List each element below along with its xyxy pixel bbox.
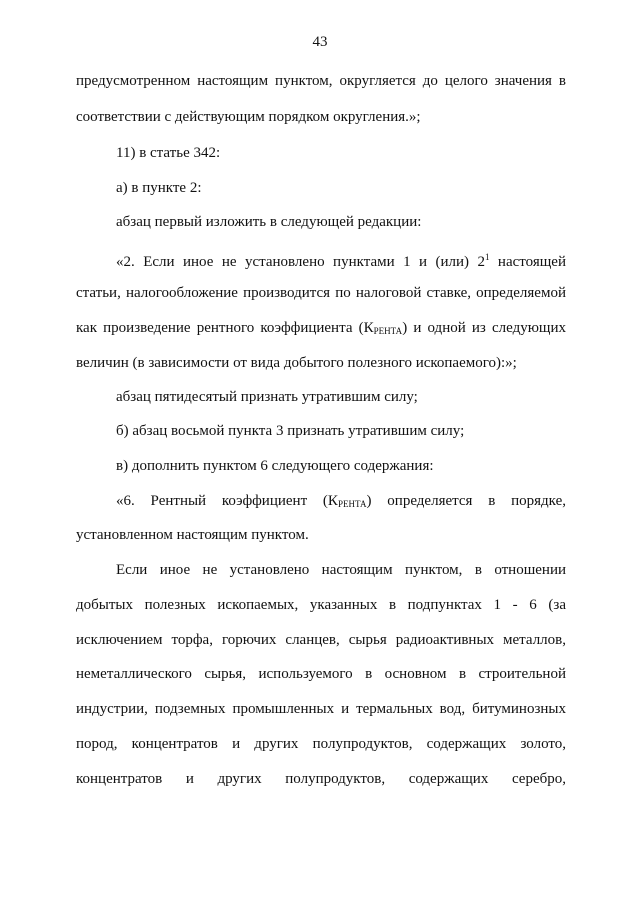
text-line-20: пород, концентратов и других полупродуктов, содержащих золото, bbox=[76, 736, 566, 752]
text-line-17: исключением торфа, горючих сланцев, сырья радиоактивных металлов, bbox=[76, 632, 566, 648]
text-line-7: статьи, налогообложение производится по налоговой ставке, определяемой bbox=[76, 285, 566, 301]
text-line-19: индустрии, подземных промышленных и термальных вод, битуминозных bbox=[76, 701, 566, 717]
subscript-renta: РЕНТА bbox=[337, 499, 367, 509]
text-line-2: соответствии с действующим порядком округления.»; bbox=[76, 109, 421, 125]
superscript-one: 1 bbox=[484, 252, 490, 262]
text-line-3: 11) в статье 342: bbox=[116, 145, 221, 161]
subscript-renta: РЕНТА bbox=[373, 326, 403, 336]
text-line-18: неметаллического сырья, используемого в основном в строительной bbox=[76, 666, 566, 682]
text-line-8-part-b: ) и одной из следующих bbox=[402, 320, 566, 336]
text-line-13 bbox=[116, 492, 566, 513]
text-line-11: б) абзац восьмой пункта 3 признать утратившим силу; bbox=[116, 423, 465, 439]
text-line-5: абзац первый изложить в следующей редакции: bbox=[116, 214, 422, 230]
text-line-12: в) дополнить пунктом 6 следующего содержания: bbox=[116, 458, 434, 474]
text-line-13-part-a: «6. Рентный коэффициент (К bbox=[116, 493, 338, 509]
text-line-15: Если иное не установлено настоящим пунктом, в отношении bbox=[116, 562, 566, 578]
text-line-10: абзац пятидесятый признать утратившим силу; bbox=[116, 389, 418, 405]
text-line-4: а) в пункте 2: bbox=[116, 180, 202, 196]
text-line-8 bbox=[76, 319, 566, 340]
page-number: 43 bbox=[312, 34, 328, 50]
text-line-14: установленном настоящим пунктом. bbox=[76, 527, 309, 543]
text-line-9: величин (в зависимости от вида добытого полезного ископаемого):»; bbox=[76, 355, 517, 371]
text-line-6-part-a: «2. Если иное не установлено пунктами 1 и (или) 2 bbox=[116, 254, 485, 270]
text-line-8-part-a: как произведение рентного коэффициента (К bbox=[76, 320, 374, 336]
text-line-1: предусмотренном настоящим пунктом, округляется до целого значения в bbox=[76, 73, 566, 89]
text-line-13-part-b: ) определяется в порядке, bbox=[366, 493, 567, 509]
text-line-6-part-b: настоящей bbox=[489, 254, 566, 270]
text-line-16: добытых полезных ископаемых, указанных в подпунктах 1 - 6 (за bbox=[76, 597, 566, 613]
text-line-6 bbox=[116, 248, 566, 271]
text-line-21: концентратов и других полупродуктов, содержащих серебро, bbox=[76, 771, 566, 787]
